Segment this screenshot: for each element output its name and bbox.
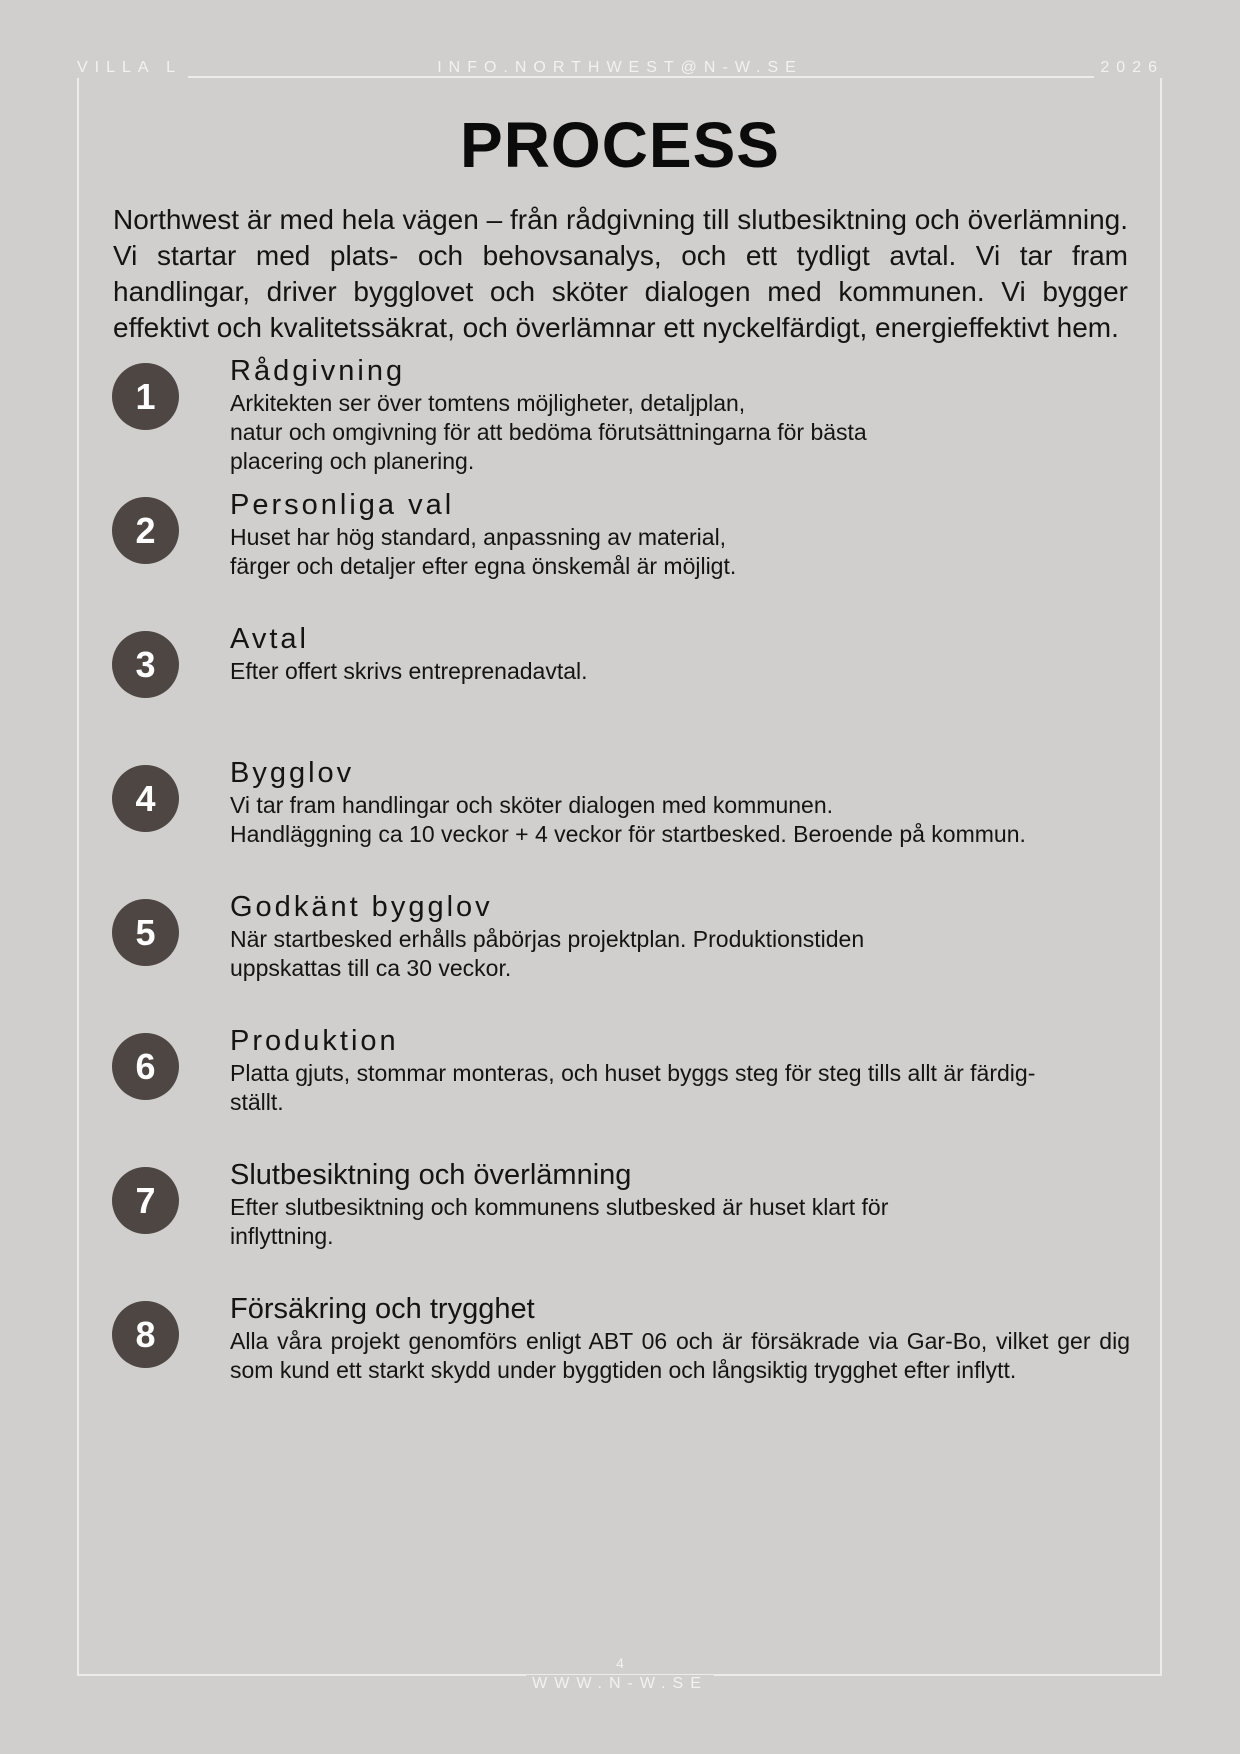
step-description xyxy=(230,791,1130,849)
step-number-badge: 6 xyxy=(112,1033,179,1100)
step-description xyxy=(230,1059,1130,1117)
step-description-line: Efter slutbesiktning och kommunens slutbesked är huset klart för xyxy=(230,1194,889,1220)
step-description-line: När startbesked erhålls påbörjas projektplan. Produktionstiden xyxy=(230,926,865,952)
step-description-line: Platta gjuts, stommar monteras, och huset byggs steg för steg tills allt är färdig- xyxy=(230,1060,1036,1086)
step-number-badge: 4 xyxy=(112,765,179,832)
step-description-line: färger och detaljer efter egna önskemål är möjligt. xyxy=(230,553,737,579)
step-description-line: Handläggning ca 10 veckor + 4 veckor för startbesked. Beroende på kommun. xyxy=(230,821,1026,847)
step-3 xyxy=(112,623,1132,771)
step-2 xyxy=(112,489,1132,637)
step-title: Produktion xyxy=(230,1025,399,1057)
step-description-line: Alla våra projekt genomförs enligt ABT 06 och är försäkrade via Gar-Bo, vilket ger dig som kund ett starkt skydd under byggtiden och långsiktig trygghet efter inflytt. xyxy=(230,1328,1130,1383)
step-description-line: ställt. xyxy=(230,1089,284,1115)
step-8 xyxy=(112,1293,1132,1441)
step-number-badge: 5 xyxy=(112,899,179,966)
step-title: Slutbesiktning och överlämning xyxy=(230,1159,632,1191)
step-number-badge: 8 xyxy=(112,1301,179,1368)
step-5 xyxy=(112,891,1132,1039)
step-description xyxy=(230,523,1130,581)
step-number-badge: 2 xyxy=(112,497,179,564)
header-email: INFO.NORTHWEST@N-W.SE xyxy=(431,59,809,76)
step-title: Godkänt bygglov xyxy=(230,891,493,923)
header-email-wrap xyxy=(0,58,1240,78)
step-description-line: Huset har hög standard, anpassning av material, xyxy=(230,524,727,550)
footer-wrap xyxy=(0,1674,1240,1694)
page-number: 4 xyxy=(616,1655,624,1671)
step-description xyxy=(230,1193,1130,1251)
step-title: Rådgivning xyxy=(230,355,406,387)
step-4 xyxy=(112,757,1132,905)
step-description xyxy=(230,1327,1130,1385)
step-description-line: natur och omgivning för att bedöma förutsättningarna för bästa xyxy=(230,419,867,445)
step-title: Försäkring och trygghet xyxy=(230,1293,535,1325)
step-number-badge: 7 xyxy=(112,1167,179,1234)
step-description-line: inflyttning. xyxy=(230,1223,334,1249)
header-project-name: VILLA L xyxy=(77,58,188,78)
step-number-badge: 1 xyxy=(112,363,179,430)
step-description-line: uppskattas till ca 30 veckor. xyxy=(230,955,512,981)
step-7 xyxy=(112,1159,1132,1307)
footer-website: WWW.N-W.SE xyxy=(526,1675,714,1692)
step-description-line: placering och planering. xyxy=(230,448,475,474)
step-description xyxy=(230,657,1130,686)
step-1 xyxy=(112,355,1132,503)
step-6 xyxy=(112,1025,1132,1173)
step-description-line: Efter offert skrivs entreprenadavtal. xyxy=(230,658,588,684)
step-description xyxy=(230,389,1130,476)
step-description-line: Vi tar fram handlingar och sköter dialogen med kommunen. xyxy=(230,792,834,818)
step-title: Personliga val xyxy=(230,489,455,521)
intro-paragraph: Northwest är med hela vägen – från rådgivning till slutbesiktning och överlämning. Vi startar med plats- och behovsanalys, och ett tydligt avtal. Vi tar fram handlingar, driver bygglovet och sköter dialogen med kommunen. Vi bygger effektivt och kvalitetssäkrat, och överlämnar ett nyckelfärdigt, energieffektivt hem. xyxy=(113,204,1128,343)
header-year: 2026 xyxy=(1094,58,1164,78)
page-title: PROCESS xyxy=(460,109,780,181)
step-title: Avtal xyxy=(230,623,309,655)
step-title: Bygglov xyxy=(230,757,355,789)
step-description-line: Arkitekten ser över tomtens möjligheter, detaljplan, xyxy=(230,390,746,416)
step-number-badge: 3 xyxy=(112,631,179,698)
step-description xyxy=(230,925,1130,983)
